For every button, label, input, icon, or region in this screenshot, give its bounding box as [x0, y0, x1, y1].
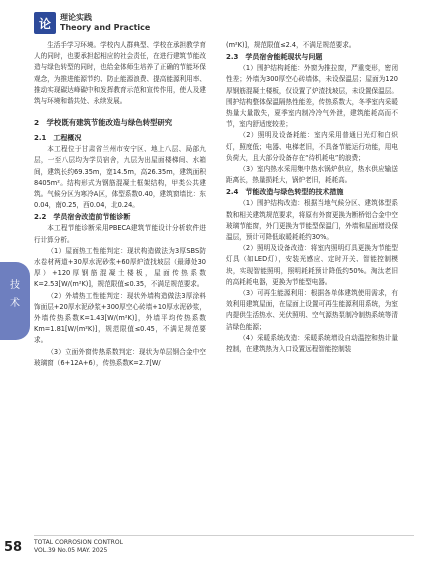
- subsection-heading: 2.2 学员宿舍改造前节能诊断: [34, 213, 131, 222]
- paragraph: （3）室内热水采用集中热水锅炉供应，热水供应输送距离长，热量损耗大，锅炉老旧，耗耗高。: [226, 165, 398, 185]
- paragraph: （3）立面外窗传热系数判定：现状为单层钢合金中空玻璃窗（6+12A+6），传热系数K=2.7[W/: [34, 347, 206, 367]
- journal-issue: VOL.39 No.05 MAY. 2025: [34, 547, 108, 554]
- page-header: [34, 10, 414, 42]
- paragraph: （2）照明及设备耗能：室内采用普通日光灯和白炽灯，照度低；电器、电梯老旧，不具备节能运行功能，用电负荷大，且大部分设备存在“待机耗电”的浪费；: [226, 131, 398, 162]
- footer-divider: [34, 535, 414, 536]
- category-side-tab: [0, 262, 30, 340]
- left-column: [34, 40, 206, 369]
- paragraph: （2）外墙热工性能判定：现状外墙构造做法3厚涂料饰面层+20厚水泥砂浆+300厚空心砖墙+10厚水泥砂浆，外墙传热系数K=1.43[W/(m²K)]，外墙平均传热系数Km=1.81[W/(m²K)]，规范限值≤0.45，不满足规范要求。: [34, 291, 206, 345]
- page-number: 58: [4, 540, 23, 555]
- paragraph: 本工程节能诊断采用PBECA建筑节能设计分析软件进行计算分析。: [34, 224, 206, 244]
- subsection-heading: 2.1 工程概况: [34, 134, 82, 143]
- paragraph: （1）围护结构改造：根据当地气候分区、建筑体型系数和相关建筑规范要求，将原有外窗更换为断桥铝合金中空玻璃节能窗，外门更换为节能型保温门，外墙和屋面增设保温层，预计可降低取暖耗耗约30%。: [226, 199, 398, 242]
- paragraph: (m²K)]，规范限值≤2.4，不满足规范要求。: [226, 41, 356, 49]
- subsection-heading: 2.3 学员宿舍能耗现状与问题: [226, 53, 323, 62]
- section-title-cn: 理论实践: [60, 13, 92, 22]
- category-label: 技术: [10, 280, 20, 309]
- paragraph: （1）围护结构耗能：外窗为推拉窗，严重变形，密闭性差；外墙为300厚空心砖墙体，未设保温层；屋面为120厚钢筋混凝土楼板，仅设置了炉渣找坡层，未设置保温层。围护结构整体保温隔热性能差，传热系数大，冬季室内采暖热量大量散失，夏季室内制冷冷气外泄，建筑能耗高而不节，室内舒适度较差；: [226, 64, 398, 129]
- right-column: [226, 40, 398, 355]
- journal-info: [34, 539, 123, 555]
- paragraph: （3）可再生能源利用：根据各单体建筑使用需求，有效利用建筑屋面，在屋面上设置可再生能源利用系统，为室内提供生活热水、光伏照明、空气源热泵制冷制热系统等清洁绿色能源；: [226, 289, 398, 331]
- journal-name: TOTAL CORROSION CONTROL: [34, 539, 123, 546]
- logo-glyph: 论: [38, 17, 51, 31]
- section-heading: 2 学校既有建筑节能改造与绿色转型研究: [34, 118, 173, 128]
- journal-logo: [34, 12, 56, 34]
- paragraph: 本工程位于甘肃省兰州市安宁区、地上八层、局部九层，一至八层均为学员宿舍，九层为出屋面楼梯间、水箱间，建筑长约69.35m，宽14.5m，高26.35m，建筑面积8405m²。结构形式为钢筋混凝土框架结构，甲类公共建筑。气候分区为寒冷A区，体型系数0.40，建筑窗墙比：东0.04，南0.25，西0.04，北0.24。: [34, 145, 206, 210]
- paragraph: 生活手学习环境。学校内人群典型、学校在承担教学育人的同时，也要承担起相应的社会责任，在进行建筑节能改造与绿色转型的同时，也给金体师生培养了正确的节能环保观念，为推进能源节约、防止能源浪费、提高能源利用率、推动实现碳达峰碳中和发挥教育示范和宣传作用，使人及建筑与环境和谐共处、永续发展。: [34, 41, 206, 106]
- paragraph: （1）屋面热工性能判定：现状构造做法为3厚SBS防水卷材两道+30厚水泥砂浆+60厚炉渣找坡层（最薄处30厚）+120厚钢筋混凝土楼板，屋面传热系数K=2.53[W/(m²K)]，规范限值≤0.35，不满足规范要求。: [34, 246, 206, 289]
- subsection-heading: 2.4 节能改造与绿色转型的技术措施: [226, 188, 344, 197]
- section-title-en: Theory and Practice: [60, 23, 151, 32]
- paragraph: （2）照明及设备改造：将室内照明灯具更换为节能型灯具（如LED灯），安装光感应、定时开关、智能控制模块，实现智能照明，照明耗耗预计降低约50%。淘汰老旧的高耗耗电器，更换为节能型电器。: [226, 244, 398, 286]
- paragraph: （4）采暖系统改造：采暖系统增设自动温控和热计量控制，在建筑热为入口设置远程智能控制装: [226, 333, 398, 354]
